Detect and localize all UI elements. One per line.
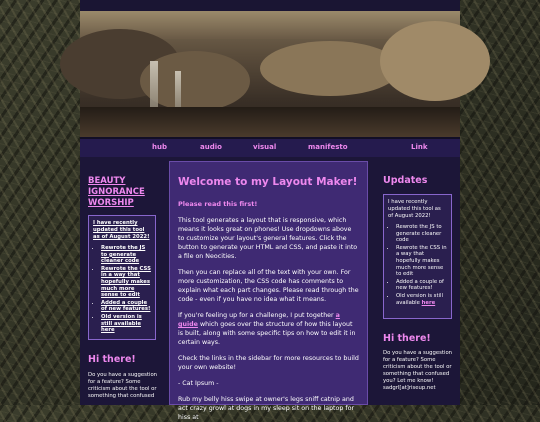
updates-heading: Updates xyxy=(383,175,428,186)
list-item: • Added a couple of new features! xyxy=(101,300,151,313)
nav-link-hub[interactable]: hub xyxy=(152,143,167,151)
list-item: • Rewrote the JS to generate cleaner code xyxy=(396,224,447,244)
guide-text-after: which goes over the structure of how this layout is built, along with some specific tips on how to edit it in certain ways. xyxy=(178,321,356,346)
cat-ipsum-paragraph: Rub my belly hiss swipe at owner's legs sniff catnip and act crazy growl at dogs in my sleep sit on the laptop for hiss at xyxy=(178,396,355,421)
nav-link-manifesto[interactable]: manifesto xyxy=(308,143,348,151)
right-update-intro: I have recently updated this tool as of August 2022! xyxy=(388,199,441,219)
list-item: • Added a couple of new features! xyxy=(396,279,447,292)
list-item[interactable]: • Old version is still available here xyxy=(101,314,151,334)
guide-text-before: If you're feeling up for a challenge, I put together xyxy=(178,312,336,319)
right-hi-text: Do you have a suggestion for a feature? Some criticism about the tool or something that confused you? Let me know! sadgrl[at]riseup.net xyxy=(383,350,453,391)
list-item: • Rewrote the CSS in a way that hopefully makes much more sense to edit xyxy=(396,245,447,278)
nav-link-visual[interactable]: visual xyxy=(253,143,277,151)
left-hi-heading: Hi there! xyxy=(88,354,136,365)
top-bar xyxy=(80,0,460,11)
page-container xyxy=(80,0,460,421)
site-title-link[interactable]: BEAUTY IGNORANCE WORSHIP xyxy=(88,176,145,208)
list-item: • Rewrote the JS to generate cleaner code xyxy=(101,245,151,265)
header-banner-image xyxy=(80,11,460,137)
right-update-list xyxy=(388,224,447,306)
left-hi-text: Do you have a suggestion for a feature? Some criticism about the tool or something that confused xyxy=(88,372,158,399)
left-updates-box xyxy=(88,215,156,340)
left-update-list xyxy=(93,245,151,334)
customization-paragraph: Then you can replace all of the text with your own. For more customization, the CSS code has comments to explain what each part changes. Please read through the code - even if you have no idea what it means. xyxy=(178,269,359,303)
right-hi-heading: Hi there! xyxy=(383,333,431,344)
left-update-intro: I have recently updated this tool as of August 2022! xyxy=(93,220,150,240)
right-updates-box xyxy=(383,194,452,319)
resources-paragraph: Check the links in the sidebar for more resources to build your own website! xyxy=(178,355,359,371)
list-item xyxy=(396,293,447,306)
old-version-link[interactable]: here xyxy=(421,299,436,306)
nav-link-audio[interactable]: audio xyxy=(200,143,222,151)
left-sidebar xyxy=(80,157,164,405)
guide-link[interactable]: a guide xyxy=(178,312,340,328)
page-subtitle: Please read this first! xyxy=(178,200,258,208)
page-title: Welcome to my Layout Maker! xyxy=(178,176,358,188)
right-sidebar xyxy=(373,161,460,405)
intro-paragraph: This tool generates a layout that is responsive, which means it looks great on phones! Use dropdowns above to customize your layout's general features. Click the button to generate your HTML and CSS, and paste it into a file on Neocities. xyxy=(178,217,358,260)
guide-paragraph xyxy=(178,311,359,347)
list-item: • Rewrote the CSS in a way that hopefully makes much more sense to edit xyxy=(101,266,151,299)
nav-bar xyxy=(80,137,460,157)
cat-ipsum-heading: - Cat Ipsum - xyxy=(178,380,219,387)
old-version-text: Old version is still available xyxy=(396,292,443,306)
main-content xyxy=(169,161,368,421)
nav-link-link[interactable]: Link xyxy=(411,143,428,151)
